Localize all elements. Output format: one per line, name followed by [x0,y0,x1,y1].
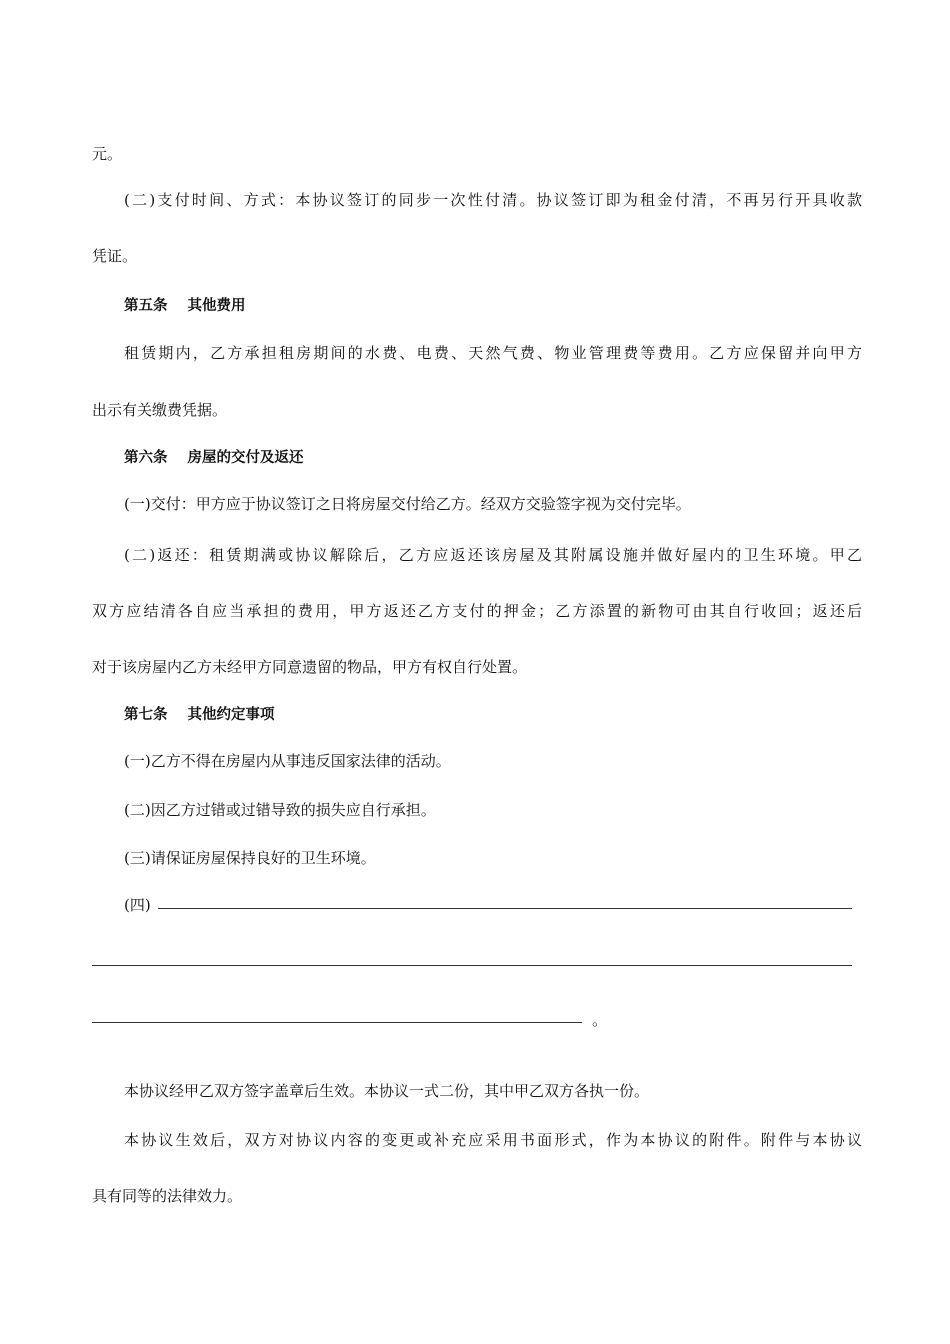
article-title: 其他费用 [187,298,246,314]
article-number: 第七条 [124,707,168,723]
item-4-label: (四) [124,896,151,914]
paragraph-line: 本协议生效后，双方对协议内容的变更或补充应采用书面形式，作为本协议的附件。附件与本协议 [124,1131,862,1149]
paragraph-line: (二)返还：租赁期满或协议解除后，乙方应返还该房屋及其附属设施并做好屋内的卫生环境。甲乙 [124,546,862,564]
fill-in-blank-line [158,908,852,909]
paragraph-line: 具有同等的法律效力。 [92,1187,243,1205]
fill-in-blank-line [92,965,852,966]
paragraph-line: (一)交付：甲方应于协议签订之日将房屋交付给乙方。经双方交验签字视为交付完毕。 [124,495,691,513]
fill-in-blank-line [92,1022,582,1023]
paragraph-line: 双方应结清各自应当承担的费用，甲方返还乙方支付的押金；乙方添置的新物可由其自行收回；返还后 [92,602,862,620]
article-title: 房屋的交付及返还 [187,450,304,466]
article-7-heading [124,705,862,725]
paragraph-line: 出示有关缴费凭据。 [92,401,228,419]
paragraph-line: (三)请保证房屋保持良好的卫生环境。 [124,849,376,867]
paragraph-line: (二)因乙方过错或过错导致的损失应自行承担。 [124,801,436,819]
article-5-heading [124,296,862,316]
blank-end-period: 。 [592,1011,608,1029]
paragraph-line: (二)支付时间、方式：本协议签订的同步一次性付清。协议签订即为租金付清，不再另行开具收款 [124,191,862,209]
article-number: 第五条 [124,298,168,314]
paragraph-line: (一)乙方不得在房屋内从事违反国家法律的活动。 [124,752,451,770]
article-6-heading [124,448,862,468]
paragraph-line: 凭证。 [92,247,138,265]
paragraph-line: 对于该房屋内乙方未经甲方同意遗留的物品，甲方有权自行处置。 [92,658,528,676]
article-title: 其他约定事项 [187,707,275,723]
paragraph-line: 元。 [92,145,123,163]
article-number: 第六条 [124,450,168,466]
paragraph-line: 租赁期内，乙方承担租房期间的水费、电费、天然气费、物业管理费等费用。乙方应保留并向甲方 [124,344,862,362]
paragraph-line: 本协议经甲乙双方签字盖章后生效。本协议一式二份，其中甲乙双方各执一份。 [124,1082,650,1100]
